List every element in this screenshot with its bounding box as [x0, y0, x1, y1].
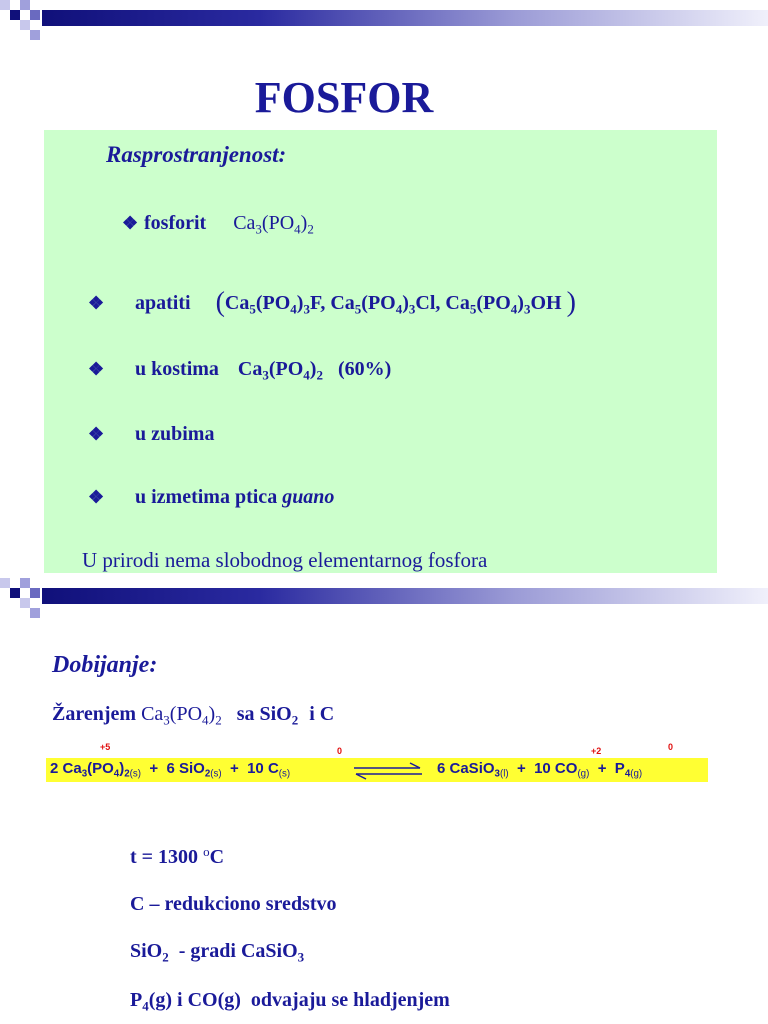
list-item — [88, 423, 214, 446]
reducer-line: C – redukciono sredstvo — [130, 893, 337, 915]
item-label: apatiti — [135, 292, 191, 314]
deco-square — [0, 578, 10, 588]
occurrence-note: U prirodi nema slobodnog elementarnog fosfora — [82, 548, 488, 572]
temperature-unit: C — [209, 846, 225, 868]
list-item: ❖ fosforit $Ca_3(PO_4)_2$ — [122, 212, 314, 237]
header-band-middle — [0, 578, 768, 614]
production-prefix: Žarenjem — [52, 703, 137, 725]
deco-square — [30, 10, 40, 20]
occurrence-heading: Rasprostranjenost: — [106, 142, 287, 167]
eq-term: 2 Ca — [50, 760, 82, 777]
oxidation-number: 0 — [337, 746, 343, 756]
page-title: FOSFOR — [254, 73, 434, 122]
sio2-note: gradi CaSiO — [190, 940, 298, 962]
item-italic-word: guano — [282, 486, 335, 508]
deco-square — [0, 0, 10, 10]
deco-square — [20, 20, 30, 30]
eq-term: 6 SiO — [166, 760, 205, 777]
oxidation-number: 0 — [668, 742, 674, 752]
item-label: u kostima — [135, 358, 219, 380]
deco-square — [20, 0, 30, 10]
eq-term: 10 C — [247, 760, 279, 777]
header-gradient-bar — [42, 588, 768, 604]
equilibrium-arrow-icon — [352, 762, 424, 780]
diamond-bullet-icon: ❖ — [88, 359, 105, 379]
list-item: ❖ u kostima $Ca_3(PO_4)_2$ (60%) — [88, 358, 392, 383]
eq-term: 10 CO — [534, 760, 578, 777]
list-item — [88, 486, 334, 509]
diamond-bullet-icon: ❖ — [88, 424, 105, 444]
deco-square — [20, 578, 30, 588]
cooling-line: $P_4(g)$ i CO(g) odvajaju se hladjenjem — [130, 989, 450, 1014]
deco-square — [30, 588, 40, 598]
equation-left: 2 $Ca_3(PO_4)_{2(s)} + 6$ SiO$_{2(s)}$ + 10 $C_{(s)}$ — [50, 760, 291, 780]
production-mid: sa SiO — [236, 703, 292, 725]
header-gradient-bar — [42, 10, 768, 26]
oxidation-number: +2 — [591, 746, 602, 756]
sio2-line: SiO$_2$ - gradi CaSiO$_3$ — [130, 940, 305, 965]
deco-square — [30, 608, 40, 618]
eq-term: P — [614, 760, 625, 777]
deco-square — [10, 588, 20, 598]
production-line: Žarenjem $Ca_3(PO_4)_2$ sa SiO$_2$ i C — [52, 703, 335, 728]
item-label: fosforit — [144, 212, 207, 234]
list-item: ❖ apatiti ($Ca_5(PO_4)_3F$, $Ca_5(PO_4)_3Cl$, $Ca_5(PO_4)_3OH$ ) — [88, 287, 576, 318]
temperature-value: t = 1300 — [130, 846, 199, 868]
item-label: u zubima — [135, 423, 215, 445]
deco-square — [20, 598, 30, 608]
production-end: i C — [309, 703, 335, 725]
temperature-line: t = 1300 $^o$C — [130, 843, 225, 868]
header-band-top — [0, 0, 768, 36]
item-label: u izmetima ptica — [135, 486, 278, 508]
production-heading: Dobijanje: — [52, 652, 158, 678]
equation-right: 6 CaSiO$_{3(l)}$ + 10 $CO_{(g)} + P_{4(g)}$ — [437, 760, 643, 780]
deco-square — [30, 30, 40, 40]
oxidation-number: +5 — [100, 742, 111, 752]
deco-square — [10, 10, 20, 20]
eq-term: 6 CaSiO — [437, 760, 495, 777]
diamond-bullet-icon: ❖ — [88, 487, 105, 507]
cooling-note: odvajaju se hladjenjem — [250, 989, 450, 1011]
diamond-bullet-icon: ❖ — [88, 293, 105, 313]
diamond-bullet-icon: ❖ — [122, 213, 139, 233]
item-percent: (60%) — [337, 358, 392, 380]
